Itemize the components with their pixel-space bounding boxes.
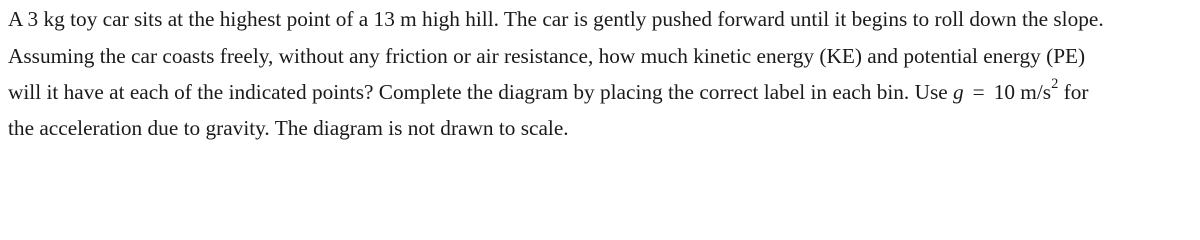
problem-line-3-text: will it have at each of the indicated points? Complete the diagram by placing the correct label in each bin. Use: [8, 80, 954, 104]
problem-line-4: the acceleration due to gravity. The diagram is not drawn to scale.: [8, 116, 569, 140]
equals-sign: =: [972, 80, 985, 104]
gravity-unit-exponent: 2: [1051, 76, 1059, 93]
problem-line-2: Assuming the car coasts freely, without any friction or air resistance, how much kinetic energy (KE) and potential energy (PE): [8, 44, 1086, 68]
problem-line-3-tail: for: [1058, 80, 1089, 104]
problem-line-1: A 3 kg toy car sits at the highest point of a 13 m high hill. The car is gently pushed forward until it begins to roll down the slope.: [8, 7, 1104, 31]
gravity-symbol: g: [953, 80, 964, 104]
gravity-value: 10 m/s: [993, 80, 1052, 104]
problem-line-3: [8, 76, 1089, 104]
